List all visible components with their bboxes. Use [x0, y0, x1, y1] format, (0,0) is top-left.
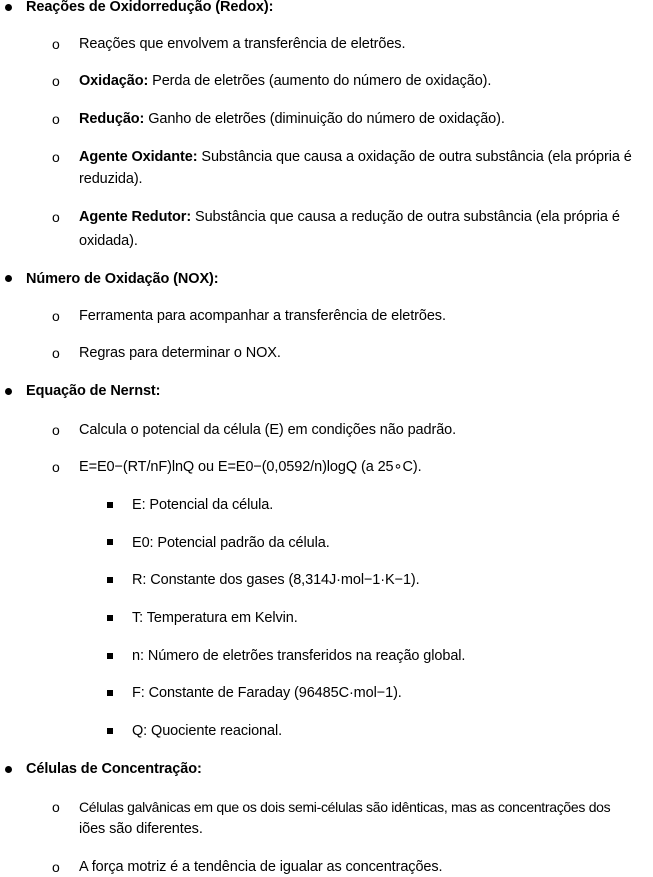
sub-list-item: n: Número de eletrões transferidos na reação global.: [132, 648, 466, 664]
item-text: E=E0−(RT/nF)lnQ ou E=E0−(0,0592/n)logQ (a 25∘C).: [79, 459, 422, 475]
section-title: Reações de Oxidorredução (Redox):: [26, 0, 274, 15]
list-item: [79, 34, 405, 54]
item-text: A força motriz é a tendência de igualar as concentrações.: [79, 859, 443, 875]
item-text: Substância que causa a redução de outra substância (ela própria é: [191, 209, 620, 225]
item-term: Agente Redutor:: [79, 209, 192, 225]
sub-list-item: R: Constante dos gases (8,314J·mol−1·K−1).: [132, 572, 420, 588]
list-item: [79, 797, 610, 817]
sub-list-item: F: Constante de Faraday (96485C·mol−1).: [132, 685, 402, 701]
item-text: Ferramenta para acompanhar a transferência de eletrões.: [79, 308, 446, 324]
item-term: Agente Oxidante:: [79, 149, 198, 165]
item-text: Calcula o potencial da célula (E) em condições não padrão.: [79, 422, 457, 438]
list-item: [79, 109, 505, 129]
bullet-dot: [5, 766, 12, 773]
sub-list-item: T: Temperatura em Kelvin.: [132, 610, 298, 626]
bullet-dot: [5, 275, 12, 282]
bullet-dot: [5, 4, 12, 11]
item-text: Perda de eletrões (aumento do número de oxidação).: [148, 73, 492, 89]
bullet-square: [107, 690, 113, 696]
bullet-square: [107, 615, 113, 621]
bullet-circle: o: [52, 209, 60, 225]
bullet-circle: o: [52, 859, 60, 875]
sub-list-item: Q: Quociente reacional.: [132, 723, 283, 739]
bullet-circle: o: [52, 345, 60, 361]
bullet-circle: o: [52, 149, 60, 165]
bullet-square: [107, 653, 113, 659]
list-item-continuation: reduzida).: [79, 171, 143, 187]
item-text: Reações que envolvem a transferência de eletrões.: [79, 36, 406, 52]
bullet-dot: [5, 388, 12, 395]
list-item: [79, 457, 422, 477]
list-item-continuation: iões são diferentes.: [79, 821, 203, 837]
bullet-circle: o: [52, 459, 60, 475]
bullet-circle: o: [52, 308, 60, 324]
list-item: [79, 343, 281, 363]
list-item: [79, 71, 491, 91]
bullet-circle: o: [52, 36, 60, 52]
list-item-continuation: oxidada).: [79, 233, 138, 249]
bullet-circle: o: [52, 73, 60, 89]
item-text: Substância que causa a oxidação de outra substância (ela própria é: [197, 149, 632, 165]
list-item: [79, 147, 632, 167]
list-item: [79, 857, 442, 877]
bullet-circle: o: [52, 422, 60, 438]
bullet-square: [107, 539, 113, 545]
item-term: Redução:: [79, 111, 145, 127]
item-text: Ganho de eletrões (diminuição do número de oxidação).: [144, 111, 505, 127]
item-term: Oxidação:: [79, 73, 149, 89]
list-item: [79, 306, 446, 326]
bullet-circle: o: [52, 799, 60, 815]
sub-list-item: E: Potencial da célula.: [132, 497, 274, 513]
item-text: Células galvânicas em que os dois semi-células são idênticas, mas as concentrações dos: [79, 799, 611, 815]
item-text: Regras para determinar o NOX.: [79, 345, 281, 361]
section-title: Número de Oxidação (NOX):: [26, 271, 219, 287]
bullet-square: [107, 502, 113, 508]
bullet-square: [107, 728, 113, 734]
section-title: Equação de Nernst:: [26, 383, 161, 399]
list-item: [79, 207, 620, 227]
bullet-circle: o: [52, 111, 60, 127]
bullet-square: [107, 577, 113, 583]
list-item: [79, 420, 456, 440]
section-title: Células de Concentração:: [26, 761, 202, 777]
sub-list-item: E0: Potencial padrão da célula.: [132, 535, 330, 551]
